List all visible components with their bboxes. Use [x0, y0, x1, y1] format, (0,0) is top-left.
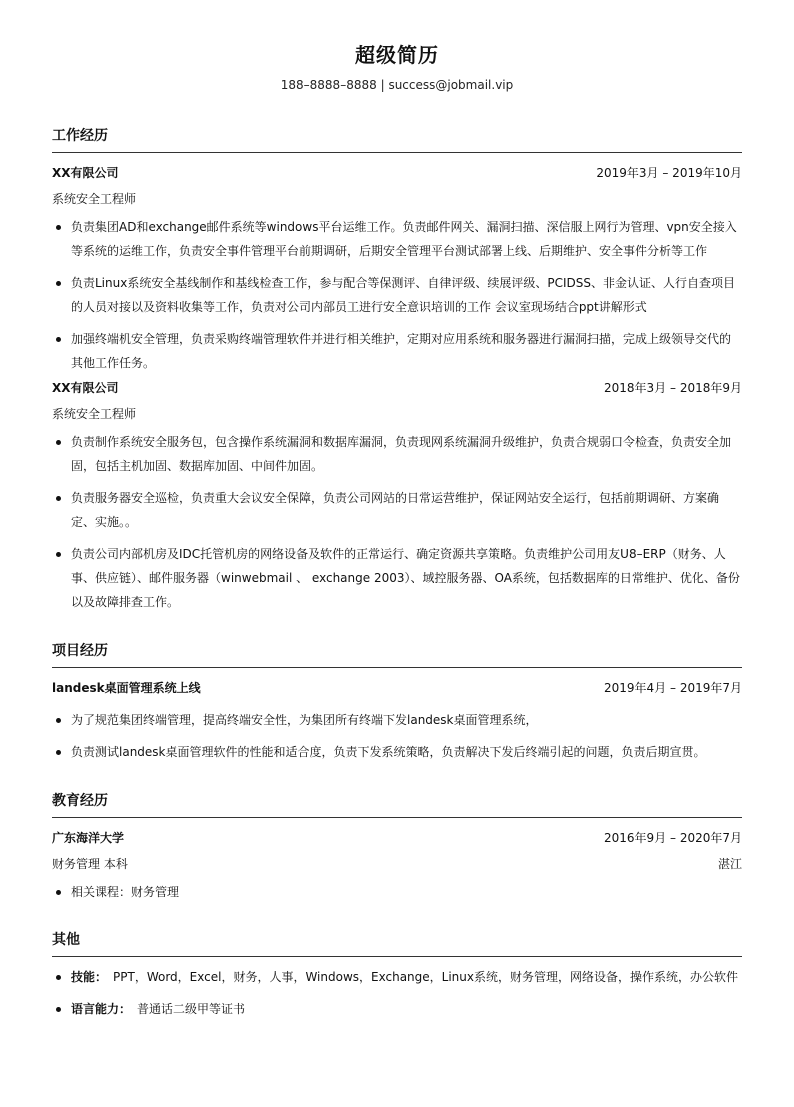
- education-section: [52, 791, 742, 904]
- other-section-title: 其他: [52, 930, 742, 957]
- work-bullets: [52, 430, 742, 614]
- language-label: 语言能力：: [71, 1002, 132, 1016]
- bullet-dot: [56, 337, 61, 342]
- list-item: 负责公司内部机房及IDC托管机房的网络设备及软件的正常运行、确定资源共享策略。负责维护公司用友U8–ERP（财务、人事、供应链）、邮件服务器（winwebmail 、 exchange 2003）、域控服务器、OA系统，包括数据库的日常维护、优化、备份以及故障排查工作。: [52, 542, 742, 614]
- bullet-dot: [56, 440, 61, 445]
- work-bullets: [52, 215, 742, 375]
- project-bullets: [52, 708, 742, 764]
- contact-separator: |: [380, 78, 385, 92]
- project-entry-header: [52, 679, 742, 697]
- list-item: 负责测试landesk桌面管理软件的性能和适合度，负责下发系统策略，负责解决下发后终端引起的问题，负责后期宣贯。: [52, 740, 742, 764]
- list-item: 为了规范集团终端管理，提高终端安全性，为集团所有终端下发landesk桌面管理系统，: [52, 708, 742, 732]
- bullet-dot: [56, 890, 61, 895]
- phone-number: 188–8888–8888: [280, 78, 377, 92]
- bullet-dot: [56, 496, 61, 501]
- education-entry: [52, 829, 742, 904]
- work-entry-header: [52, 164, 742, 182]
- list-item: 相关课程：财务管理: [52, 880, 742, 904]
- other-section: [52, 930, 742, 1021]
- list-item: 负责服务器安全巡检，负责重大会议安全保障，负责公司网站的日常运营维护，保证网站安全运行，包括前期调研、方案确定、实施。。: [52, 486, 742, 534]
- projects-section-title: 项目经历: [52, 641, 742, 668]
- education-bullets: [52, 880, 742, 904]
- major-degree: 财务管理 本科: [52, 857, 128, 871]
- skills-label: 技能：: [71, 970, 108, 984]
- work-entry: [52, 379, 742, 614]
- education-entry-header: [52, 829, 742, 847]
- email-address: success@jobmail.vip: [388, 78, 514, 92]
- project-name: landesk桌面管理系统上线: [52, 681, 201, 695]
- contact-line: [52, 76, 742, 94]
- school-location: 湛江: [717, 857, 742, 871]
- company-name: XX有限公司: [52, 381, 119, 395]
- list-item: 负责制作系统安全服务包，包含操作系统漏洞和数据库漏洞，负责现网系统漏洞升级维护，负责合规弱口令检查，负责安全加固，包括主机加固、数据库加固、中间件加固。: [52, 430, 742, 478]
- bullet-dot: [56, 750, 61, 755]
- work-date: 2019年3月 – 2019年10月: [596, 166, 742, 180]
- candidate-name: 超级简历: [355, 43, 439, 67]
- project-entry: [52, 679, 742, 764]
- list-item: 加强终端机安全管理，负责采购终端管理软件并进行相关维护，定期对应用系统和服务器进行漏洞扫描，完成上级领导交代的其他工作任务。: [52, 327, 742, 375]
- work-entry-header: [52, 379, 742, 397]
- bullet-dot: [56, 281, 61, 286]
- projects-section: [52, 641, 742, 764]
- project-date: 2019年4月 – 2019年7月: [604, 681, 742, 695]
- other-bullets: [52, 965, 742, 1021]
- language-value: 普通话二级甲等证书: [137, 1002, 246, 1016]
- school-name: 广东海洋大学: [52, 831, 125, 845]
- education-section-title: 教育经历: [52, 791, 742, 818]
- bullet-dot: [56, 718, 61, 723]
- skills-value: PPT，Word，Excel，财务，人事，Windows，Exchange，Linux系统，财务管理，网络设备，操作系统，办公软件: [113, 970, 738, 984]
- education-detail: [52, 855, 742, 873]
- list-item: [52, 997, 742, 1021]
- bullet-dot: [56, 975, 61, 980]
- work-date: 2018年3月 – 2018年9月: [604, 381, 742, 395]
- work-section-title: 工作经历: [52, 126, 742, 153]
- list-item: [52, 965, 742, 989]
- job-title: 系统安全工程师: [52, 192, 137, 206]
- bullet-dot: [56, 225, 61, 230]
- list-item: 负责集团AD和exchange邮件系统等windows平台运维工作。负责邮件网关、漏洞扫描、深信服上网行为管理、vpn安全接入等系统的运维工作，负责安全事件管理平台前期调研，后期安全管理平台测试部署上线、后期维护、安全事件分析等工作: [52, 215, 742, 263]
- company-name: XX有限公司: [52, 166, 119, 180]
- bullet-dot: [56, 552, 61, 557]
- bullet-dot: [56, 1007, 61, 1012]
- work-entry: [52, 164, 742, 375]
- job-title: 系统安全工程师: [52, 407, 137, 421]
- list-item: 负责Linux系统安全基线制作和基线检查工作，参与配合等保测评、自律评级、续展评级、PCIDSS、非金认证、人行自查项目的人员对接以及资料收集等工作，负责对公司内部员工进行安全意识培训的工作 会议室现场结合ppt讲解形式: [52, 271, 742, 319]
- education-date: 2016年9月 – 2020年7月: [604, 831, 742, 845]
- work-section: [52, 126, 742, 614]
